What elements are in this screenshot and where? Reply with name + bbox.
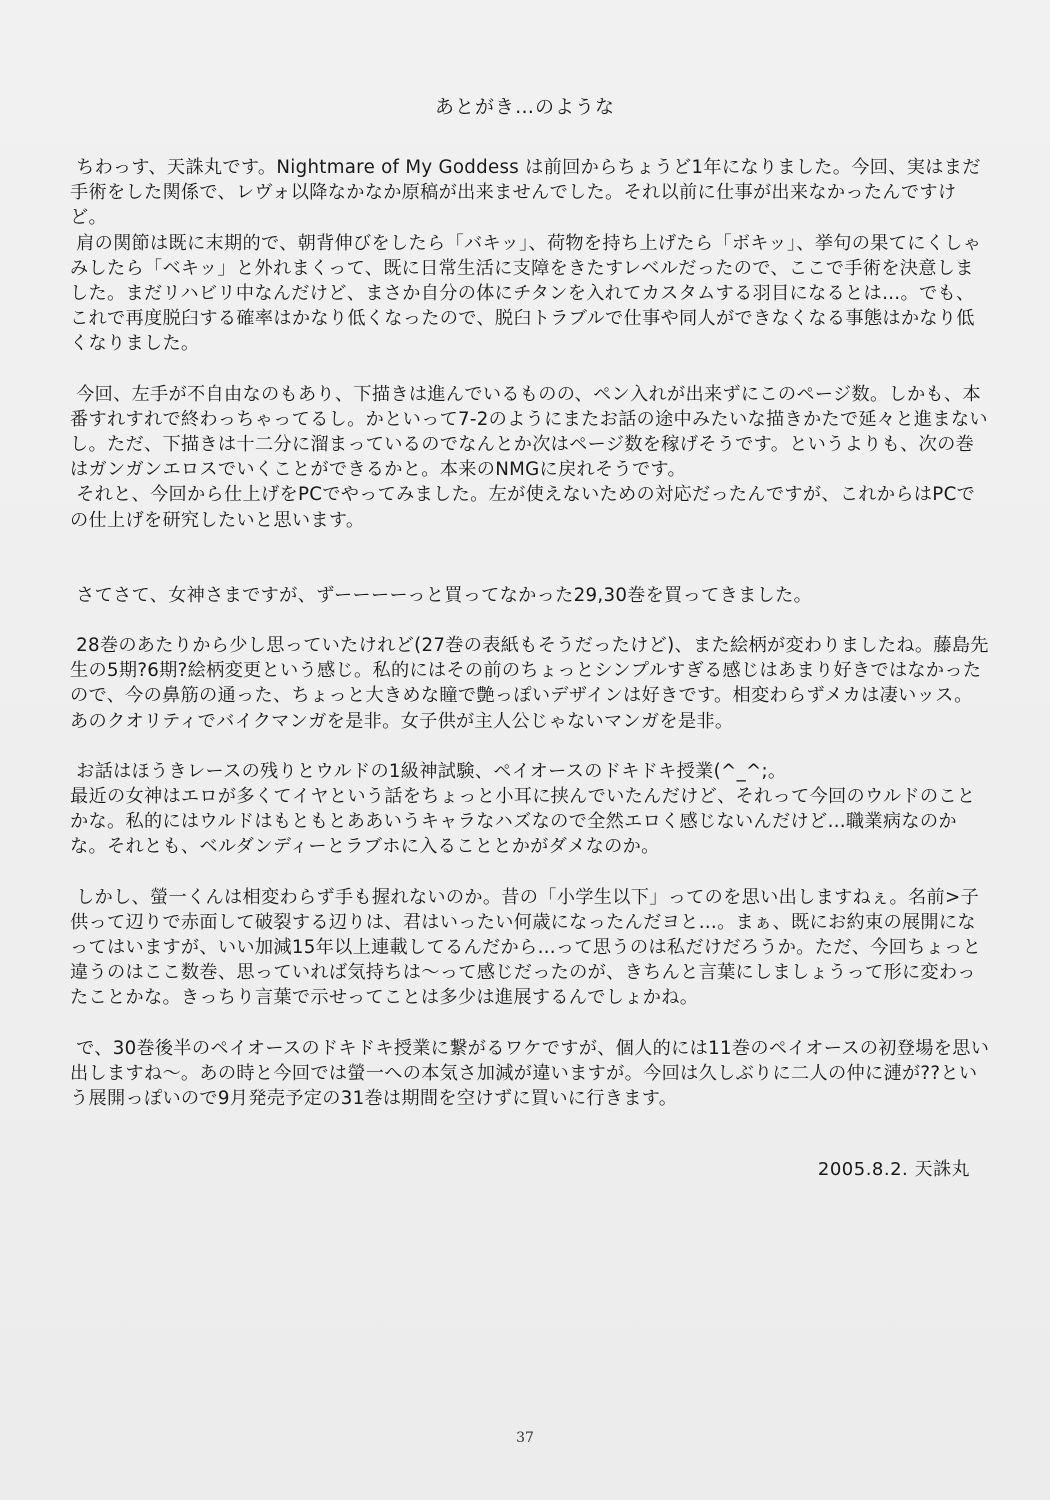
paragraph-peorth: で、30巻後半のペイオースのドキドキ授業に繋がるワケですが、個人的には11巻のペイオースの初登場を思い出しますね～。あの時と今回では螢一への本気さ加減が違いますが。今回は久しぶりに二人の仲に漣が??という展開っぽいので9月発売予定の31巻は期間を空けずに買いに行きます。	[70, 1037, 990, 1110]
page-number: 37	[516, 1430, 534, 1446]
paragraph-intro: ちわっす、天誅丸です。Nightmare of My Goddess は前回からちょうど1年になりました。今回、実はまだ手術をした関係で、レヴォ以降なかなか原稿が出来ませんでした。それ以前に仕事が出来なかったんですけど。 肩の関節は既に末期的で、朝背伸びをしたら「バキッ」、荷物を持ち上げたら「ボキッ」、挙句の果てにくしゃみしたら「ベキッ」と外れまくって、既に日常生活に支障をきたすレベルだったので、ここで手術を決意しました。まだリハビリ中なんだけど、まさか自分の体にチタンを入れてカスタムする羽目になるとは…。でも、これで再度脱臼する確率はかなり低くなったので、脱臼トラブルで仕事や同人ができなくなる事態はかなり低くなりました。	[70, 157, 982, 355]
paragraph-progress: 今回、左手が不自由なのもあり、下描きは進んでいるものの、ペン入れが出来ずにこのページ数。しかも、本番すれすれで終わっちゃってるし。かといって7-2のようにまたお話の途中みたいな描きかたで延々と進まないし。ただ、下描きは十二分に溜まっているのでなんとか次はページ数を稼げそうです。というよりも、次の巻はガンガンエロスでいくことができるかと。本来のNMGに戻れそうです。 それと、今回から仕上げをPCでやってみました。左が使えないための対応だったんですが、これからはPCでの仕上げを研究したいと思います。	[70, 383, 988, 531]
paragraph-goddess-volumes: さてさて、女神さまですが、ずーーーーっと買ってなかった29,30巻を買ってきました。	[70, 584, 813, 606]
paragraph-story: お話はほうきレースの残りとウルドの1級神試験、ペイオースのドキドキ授業(^_^;。 最近の女神はエロが多くてイヤという話をちょっと小耳に挟んでいたんだけど、それって今回のウルドのことかな。私的にはウルドはもともとああいうキャラなハズなので全然エロく感じないんだけど…職業病なのかな。それとも、ベルダンディーとラブホに入ることとかがダメなのか。	[70, 760, 976, 858]
signature-date: 2005.8.2. 天誅丸	[817, 1159, 970, 1180]
paragraph-keiichi: しかし、螢一くんは相変わらず手も握れないのか。昔の「小学生以下」ってのを思い出しますねぇ。名前>子供って辺りで赤面して破裂する辺りは、君はいったい何歳になったんだヨと…。まぁ、既にお約束の展開になってはいますが、いい加減15年以上連載してるんだから…って思うのは私だけだろうか。ただ、今回ちょっと違うのはここ数巻、思っていれば気持ちは～って感じだったのが、きちんと言葉にしましょうって形に変わったことかな。きっちり言葉で示せってことは多少は進展するんでしょかね。	[70, 886, 982, 1009]
afterword-body	[70, 155, 990, 1111]
paragraph-art-style: 28巻のあたりから少し思っていたけれど(27巻の表紙もそうだったけど)、また絵柄が変わりましたね。藤島先生の5期?6期?絵柄変更という感じ。私的にはその前のちょっとシンプルすぎる感じはあまり好きではなかったので、今の鼻筋の通った、ちょっと大きめな瞳で艶っぽいデザインは好きです。相変わらずメカは凄いッス。あのクオリティでバイクマンガを是非。女子供が主人公じゃないマンガを是非。	[70, 635, 989, 732]
page-title: あとがき…のような	[434, 96, 615, 118]
